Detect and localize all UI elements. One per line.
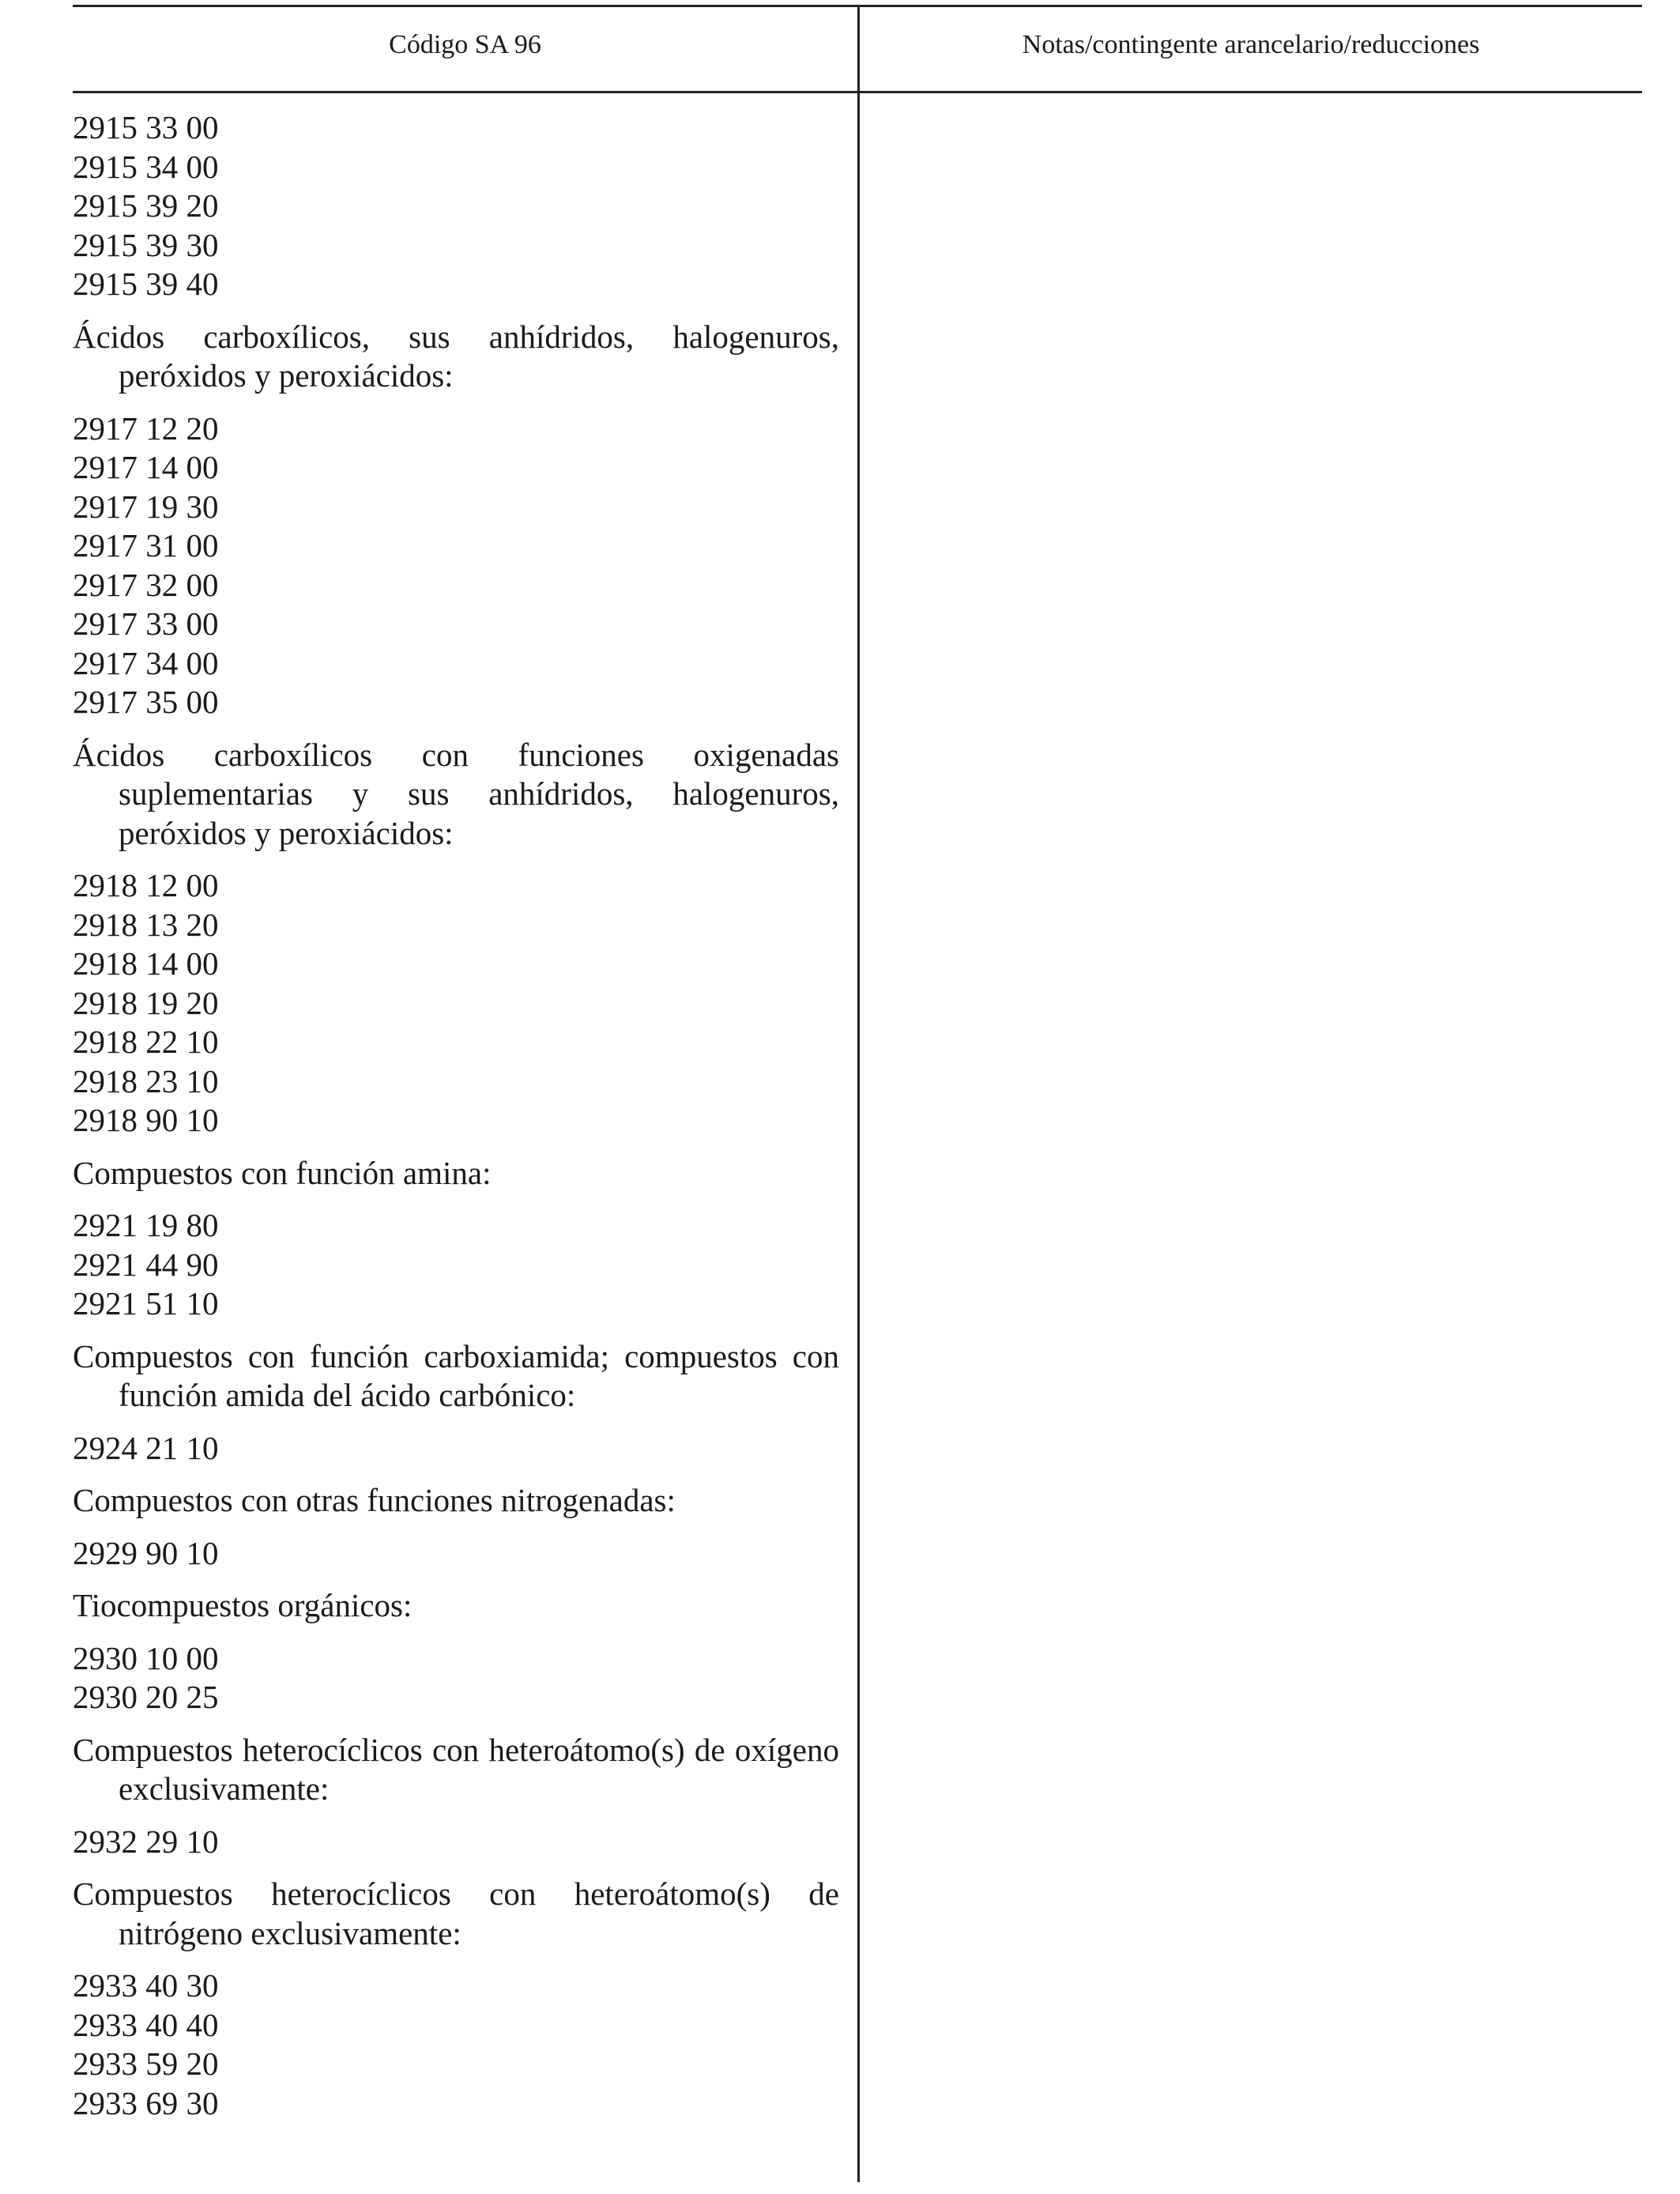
- section-heading: Ácidos carboxílicos con funciones oxigenadas suplementarias y sus anhídridos, halogenuros, peróxidos y peroxiácidos:: [73, 736, 839, 851]
- hs-code: 2917 31 00: [73, 527, 219, 564]
- hs-code: 2918 14 00: [73, 945, 219, 982]
- hs-code: 2929 90 10: [73, 1534, 219, 1571]
- section-heading: Ácidos carboxílicos, sus anhídridos, halogenuros, peróxidos y peroxiácidos:: [73, 318, 839, 394]
- hs-code: 2915 34 00: [73, 148, 219, 185]
- code-group: [73, 1731, 839, 1862]
- code-column: [73, 108, 839, 2123]
- code-list: [73, 409, 839, 722]
- hs-code: 2921 44 90: [73, 1246, 219, 1283]
- code-group: [73, 1481, 839, 1573]
- code-list: [73, 108, 839, 304]
- hs-code: 2932 29 10: [73, 1823, 219, 1860]
- column-divider: [857, 5, 860, 2182]
- code-list: [73, 1429, 839, 1468]
- hs-code: 2917 33 00: [73, 605, 219, 642]
- hs-code: 2918 13 20: [73, 906, 219, 943]
- hs-code: 2918 19 20: [73, 984, 219, 1021]
- code-list: [73, 866, 839, 1140]
- section-heading: Compuestos heterocíclicos con heteroátomo(s) de nitrógeno exclusivamente:: [73, 1875, 839, 1951]
- header-notes-column: Notas/contingente arancelario/reducciones: [1022, 30, 1480, 59]
- code-group: [73, 108, 839, 304]
- section-heading: Tiocompuestos orgánicos:: [73, 1587, 412, 1623]
- code-list: [73, 1823, 839, 1862]
- section-heading: Compuestos con otras funciones nitrogenadas:: [73, 1482, 676, 1518]
- code-list: [73, 1966, 839, 2123]
- hs-code: 2917 14 00: [73, 449, 219, 485]
- hs-code: 2921 19 80: [73, 1207, 219, 1243]
- hs-code: 2933 69 30: [73, 2084, 219, 2121]
- hs-code: 2930 10 00: [73, 1639, 219, 1676]
- header-code-column: Código SA 96: [389, 30, 541, 59]
- code-group: [73, 318, 839, 722]
- code-group: [73, 1586, 839, 1717]
- hs-code: 2915 39 30: [73, 226, 219, 263]
- hs-code: 2915 39 20: [73, 187, 219, 224]
- hs-code: 2917 32 00: [73, 566, 219, 603]
- hs-code: 2933 40 40: [73, 2006, 219, 2043]
- code-group: [73, 736, 839, 1140]
- section-heading: Compuestos con función amina:: [73, 1154, 492, 1191]
- code-list: [73, 1639, 839, 1717]
- hs-code: 2918 22 10: [73, 1023, 219, 1060]
- hs-code: 2924 21 10: [73, 1429, 219, 1466]
- code-list: [73, 1534, 839, 1574]
- hs-code: 2933 59 20: [73, 2045, 219, 2082]
- section-heading: Compuestos heterocíclicos con heteroátomo(s) de oxígeno exclusivamente:: [73, 1731, 839, 1807]
- hs-code: 2917 19 30: [73, 488, 219, 525]
- hs-code: 2915 39 40: [73, 266, 219, 302]
- hs-code: 2930 20 25: [73, 1679, 219, 1715]
- hs-code: 2933 40 30: [73, 1967, 219, 2004]
- hs-code: 2915 33 00: [73, 109, 219, 145]
- section-heading: Compuestos con función carboxiamida; compuestos con función amida del ácido carbónico:: [73, 1337, 839, 1413]
- hs-code: 2921 51 10: [73, 1285, 219, 1321]
- code-group: [73, 1875, 839, 2123]
- hs-code: 2918 90 10: [73, 1102, 219, 1138]
- hs-code: 2917 35 00: [73, 684, 219, 720]
- hs-code: 2918 12 00: [73, 867, 219, 903]
- hs-code: 2917 12 20: [73, 409, 219, 447]
- hs-code: 2918 23 10: [73, 1062, 219, 1099]
- code-group: [73, 1337, 839, 1468]
- code-list: [73, 1206, 839, 1324]
- hs-code: 2917 34 00: [73, 644, 219, 681]
- code-group: [73, 1154, 839, 1324]
